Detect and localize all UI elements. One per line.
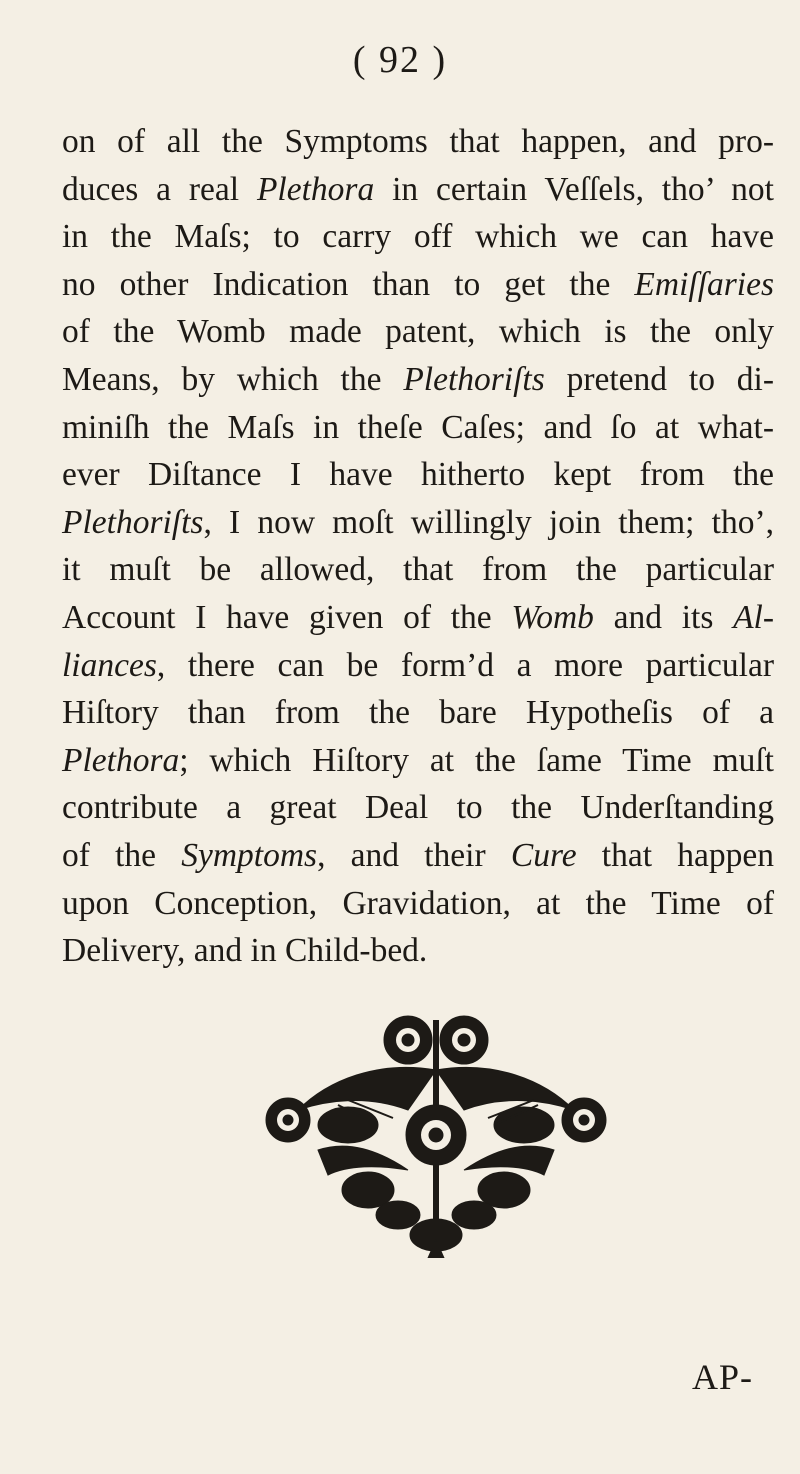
text-segment: ever Diſtance I have hitherto kept from the [62,456,774,494]
italic-word: Plethora [62,741,180,779]
text-segment: and its [593,598,734,636]
italic-word: Emiſſaries [634,265,774,303]
text-segment: it muſt be allowed, that from the particular [62,551,774,589]
text-segment: on of all the Symptoms that happen, and pro- [62,123,774,160]
text-segment: that happen [576,836,774,874]
text-line [62,118,774,166]
tailpiece-ornament [258,1000,614,1258]
text-segment: Delivery, and in Child-bed. [62,932,428,970]
page-number: ( 92 ) [352,39,448,81]
italic-word: Cure [510,836,577,874]
text-segment: miniſh the Maſs in theſe Caſes; and ſo at what- [62,408,774,446]
italic-word: Womb [511,598,594,636]
text-line [62,784,774,832]
text-segment: , there can be form’d a more particular [156,646,774,684]
catchword: AP- [692,1357,754,1397]
text-segment: of the Womb made patent, which is the only [62,313,774,351]
text-line [62,404,774,452]
text-segment: contribute a great Deal to the Underſtanding [62,789,774,827]
text-line [62,832,774,880]
italic-word: Plethoriſts [62,503,204,541]
text-segment: Means, by which the [62,360,404,398]
text-segment: in the Maſs; to carry off which we can have [62,218,774,256]
text-segment: no other Indication than to get the [62,265,635,303]
italic-word: Plethora [256,170,375,208]
text-segment: upon Conception, Gravidation, at the Time of [62,884,774,922]
italic-word: Al- [733,598,774,636]
text-line [62,213,774,261]
body-text [62,118,774,975]
italic-word: liances [62,646,157,684]
italic-word: Symptoms [181,836,318,874]
text-segment: Account I have given of the [62,598,512,636]
text-segment: ; which Hiſtory at the ſame Time muſt [179,741,774,779]
text-line [62,166,774,214]
text-segment: duces a real [62,170,257,208]
text-line [62,880,774,928]
text-line [62,499,774,547]
text-line [62,642,774,690]
text-segment: in certain Veſſels, tho’ not [374,170,774,208]
text-line [62,308,774,356]
text-segment: of the [62,836,182,874]
text-line [62,356,774,404]
text-line [62,689,774,737]
italic-word: Plethoriſts [403,360,545,398]
text-line [62,737,774,785]
text-segment: Hiſtory than from the bare Hypotheſis of a [62,694,774,732]
text-segment: , and their [317,836,511,874]
text-segment: , I now moſt willingly join them; tho’, [203,503,774,541]
text-line [62,261,774,309]
text-line [62,594,774,642]
text-line [62,546,774,594]
text-line [62,451,774,499]
text-line [62,927,774,975]
text-segment: pretend to di- [544,360,774,398]
